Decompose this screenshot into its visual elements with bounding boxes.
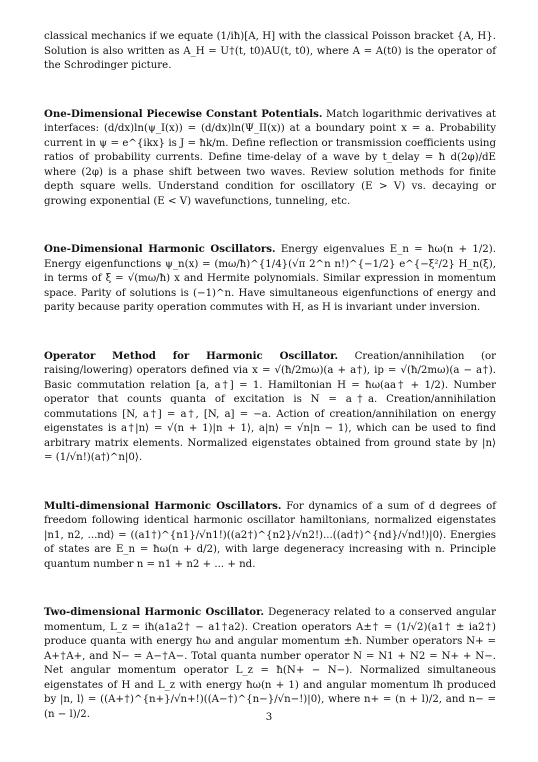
section-harmonic-oscillators — [44, 242, 496, 316]
section-body: Creation/annihilation (or raising/lowering) operators defined via x = √(ħ/2mω)(a + a†), ip = √(ħ/2mω)(a − a†). Basic commutation relation [a, a†] = 1. Hamiltonian H = ħω(aa† + 1/2). Number operator that counts quanta of excitation is N = a†a. Creation/annihilation commutations [N, a†] = a†, [N, a] = −a. Action of creation/annihilation on energy eigenstates is a†|n⟩ = √(n + 1)|n + 1⟩, a|n⟩ = √n|n − 1⟩, which can be used to find arbitrary matrix elements. Normalized eigenstates obtained from ground state by |n⟩ = (1/√n!)(a†)^n|0⟩. — [44, 350, 496, 463]
section-title: Two-dimensional Harmonic Oscillator. — [44, 606, 265, 618]
section-title: Operator Method for Harmonic Oscillator. — [44, 349, 339, 362]
section-title: One-Dimensional Harmonic Oscillators. — [44, 243, 276, 255]
section-operator-method — [44, 349, 496, 466]
page-body — [44, 30, 496, 722]
section-body: Energy eigenvalues E_n = ħω(n + 1/2). Energy eigenfunctions ψ_n(x) = (mω/ħ)^{1/4}(√π 2^n n!)^{−1/2} e^{−ξ²/2} H_n(ξ), in terms of ξ = √(mω/ħ) x and Hermite polynomials. Similar expression in momentum space. Parity of solutions is (−1)^n. Have simultaneous eigenfunctions of energy and parity because parity operation commutes with H, as H is invariant under inversion. — [44, 244, 496, 313]
section-title: Multi-dimensional Harmonic Oscillators. — [44, 499, 282, 512]
section-body: Match logarithmic derivatives at interfaces: (d/dx)ln(ψ_I(x)) = (d/dx)ln(Ψ_II(x)) at a boundary point x = a. Probability current in ψ = e^{ikx} is J = ħk/m. Define reflection or transmission coefficients using ratios of probability currents. Define time-delay of a wave by t_delay = ħ d(2φ)/dE where (2φ) is a phase shift between two waves. Review solution methods for finite depth square wells. Understand condition for oscillatory (E > V) vs. decaying or growing exponential (E < V) wavefunctions, tunneling, etc. — [44, 108, 496, 207]
section-two-dimensional-oscillator — [44, 605, 496, 722]
section-piecewise-potentials — [44, 107, 496, 210]
intro-paragraph: classical mechanics if we equate (1/iħ)[A, H] with the classical Poisson bracket {A, H}. Solution is also written as A_H = U†(t, t0)AU(t, t0), where A = A(t0) is the operator of the Schrodinger picture. — [44, 31, 496, 71]
section-body: For dynamics of a sum of d degrees of freedom following identical harmonic oscillator hamiltonians, normalized eigenstates |n1, n2, ...nd⟩ = ((a1†)^{n1}/√n1!)((a2†)^{n2}/√n2!)...((ad†)^{nd}/√nd!)|0⟩. Energies of states are E_n = ħω(n + d/2), with large degeneracy increasing with n. Principle quantum number n = n1 + n2 + ... + nd. — [44, 500, 496, 570]
section-body: Degeneracy related to a conserved angular momentum, L_z = iħ(a1a2† − a1†a2). Creation operators A±† = (1/√2)(a1† ± ia2†) produce quanta with energy ħω and angular momentum ±ħ. Number operators N+ = A+†A+, and N− = A−†A−. Total quanta number operator N = N1 + N2 = N+ + N−. Net angular momentum operator L_z = ħ(N+ − N−). Normalized simultaneous eigenstates of H and L_z with energy ħω(n + 1) and angular momentum lħ produced by |n, l⟩ = ((A+†)^{n+}/√n+!)((A−†)^{n−}/√n−!)|0⟩, where n+ = (n + l)/2, and n− = (n − l)/2. — [44, 607, 496, 720]
page-number: 3 — [265, 712, 273, 723]
section-multidimensional-oscillators — [44, 499, 496, 573]
section-title: One-Dimensional Piecewise Constant Potentials. — [44, 107, 323, 120]
